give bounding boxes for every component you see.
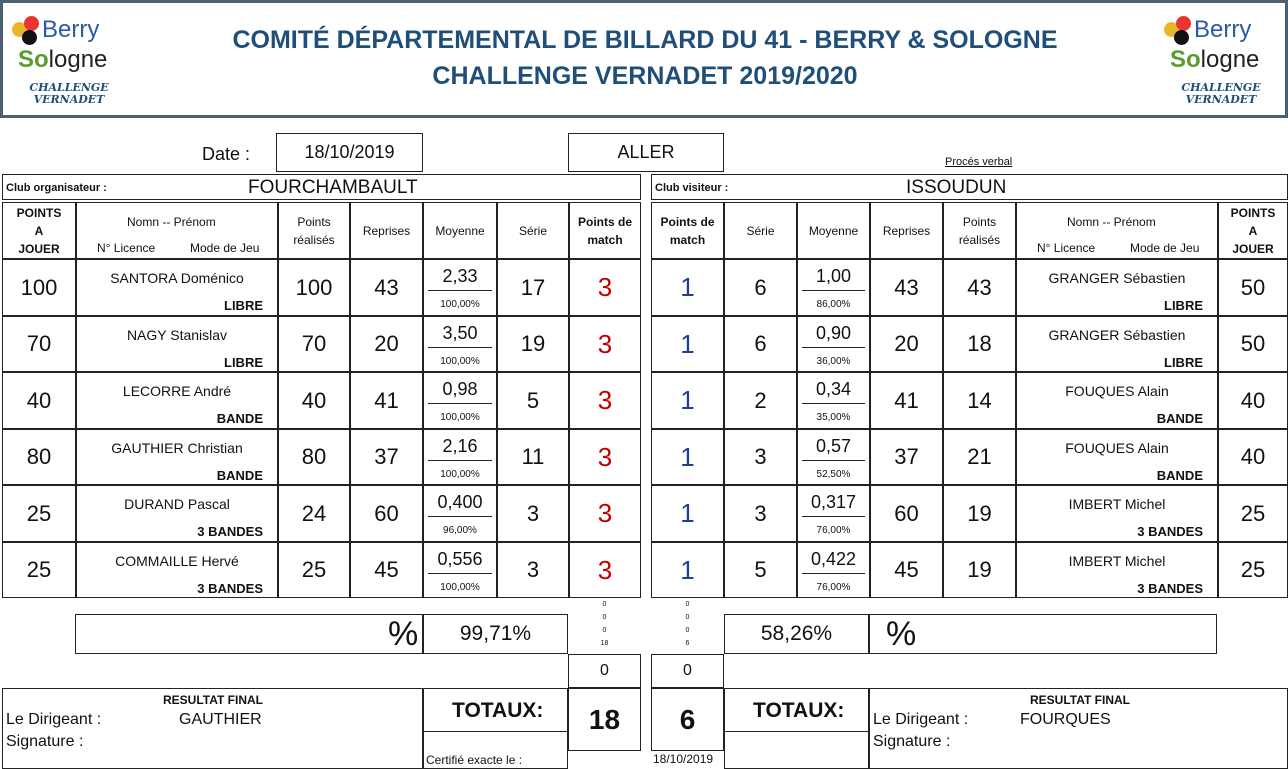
points-realises: 70 [278, 316, 350, 372]
player-name: SANTORA Doménico [110, 270, 244, 286]
header-points-de-match [651, 202, 724, 259]
moyenne-value: 0,400 [428, 492, 492, 517]
player-name-cell [1016, 429, 1218, 485]
moyenne-value: 0,57 [802, 436, 865, 461]
player-name: LECORRE André [122, 383, 232, 399]
player-name-cell [1016, 485, 1218, 542]
points-de-match: 1 [651, 429, 724, 485]
moyenne-value: 0,98 [428, 379, 492, 404]
reprises: 20 [350, 316, 423, 372]
moyenne-percent: 36,00% [816, 356, 851, 367]
header-text: A [34, 223, 44, 238]
home-percent-symbol: % [388, 615, 419, 653]
logo-so: So [18, 46, 49, 73]
moyenne-value: 2,16 [428, 436, 492, 461]
moyenne-cell [797, 259, 870, 316]
reprises: 60 [350, 485, 423, 542]
home-dirigeant-label: Le Dirigeant : [6, 711, 102, 728]
header-name-text: Nomn -- Prénom [127, 215, 216, 229]
moyenne-value: 0,422 [802, 549, 865, 574]
player-name: IMBERT Michel [1068, 496, 1166, 512]
player-name-cell [1016, 316, 1218, 372]
serie: 3 [724, 429, 797, 485]
header-reprises: Reprises [350, 202, 423, 259]
game-mode: BANDE [216, 468, 263, 483]
points-de-match: 3 [569, 485, 641, 542]
player-name: IMBERT Michel [1068, 553, 1166, 569]
moyenne-value: 0,34 [802, 379, 865, 404]
header-text: A [1248, 223, 1258, 238]
away-club-name: ISSOUDUN [906, 177, 1007, 198]
game-mode: 3 BANDES [1137, 524, 1203, 539]
away-resultat-final-label: RESULTAT FINAL [1030, 693, 1130, 707]
points-realises: 18 [943, 316, 1016, 372]
logo-so: So [1170, 46, 1201, 73]
away-dirigeant-name: FOURQUES [1020, 711, 1111, 728]
moyenne-percent: 100,00% [440, 356, 480, 367]
berry-sologne-logo-right [1162, 10, 1280, 110]
home-zero-cell: 0 [568, 654, 641, 688]
header-mode-text: Mode de Jeu [190, 241, 260, 255]
header-reprises: Reprises [870, 202, 943, 259]
billiard-ball-icon [22, 30, 37, 45]
reprises: 37 [350, 429, 423, 485]
player-name-cell [1016, 372, 1218, 429]
game-mode: BANDE [1156, 468, 1203, 483]
away-mini-values [651, 598, 724, 654]
home-mini-values [568, 598, 641, 654]
points-a-jouer: 70 [2, 316, 76, 372]
points-a-jouer: 40 [2, 372, 76, 429]
away-zero-cell: 0 [651, 654, 724, 688]
mini-value: 0 [602, 614, 607, 621]
page-subtitle: CHALLENGE VERNADET 2019/2020 [432, 62, 858, 90]
header-points-a-jouer [2, 202, 76, 259]
points-de-match: 1 [651, 485, 724, 542]
player-name: NAGY Stanislav [126, 327, 228, 343]
mini-value: 0 [685, 627, 690, 634]
header-points-realises [943, 202, 1016, 259]
points-realises: 21 [943, 429, 1016, 485]
game-mode: LIBRE [224, 298, 263, 313]
header-text: Points de [660, 214, 715, 229]
home-resultat-final-label: RESULTAT FINAL [163, 693, 263, 707]
reprises: 60 [870, 485, 943, 542]
moyenne-value: 3,50 [428, 323, 492, 348]
logo-challenge-text: CHALLENGE [29, 81, 109, 94]
points-a-jouer: 100 [2, 259, 76, 316]
billiard-ball-icon [1176, 16, 1191, 31]
game-mode: BANDE [216, 411, 263, 426]
game-mode: LIBRE [1164, 298, 1203, 313]
serie: 6 [724, 316, 797, 372]
home-club-label: Club organisateur : [6, 182, 107, 194]
serie: 11 [497, 429, 569, 485]
moyenne-cell [797, 316, 870, 372]
player-name-cell [1016, 542, 1218, 598]
home-final-result [2, 688, 423, 769]
moyenne-percent: 76,00% [816, 582, 851, 593]
points-realises: 24 [278, 485, 350, 542]
player-name: GRANGER Sébastien [1048, 327, 1186, 343]
player-name: FOUQUES Alain [1065, 440, 1169, 456]
header-text: réalisés [293, 232, 335, 247]
home-totaux-box [423, 688, 568, 769]
moyenne-cell [797, 542, 870, 598]
logo-sologne-text [1170, 46, 1259, 74]
serie: 2 [724, 372, 797, 429]
moyenne-cell [797, 429, 870, 485]
mini-value: 0 [685, 614, 690, 621]
header-banner [0, 0, 1288, 118]
home-signature-label: Signature : [6, 733, 84, 750]
date-label: Date : [202, 144, 251, 164]
points-realises: 14 [943, 372, 1016, 429]
logo-berry-text: Berry [1194, 16, 1252, 43]
header-points-a-jouer [1218, 202, 1288, 259]
reprises: 45 [870, 542, 943, 598]
home-club-bar [2, 174, 641, 200]
header-text: Points de [577, 214, 632, 229]
moyenne-percent: 96,00% [443, 525, 477, 536]
moyenne-percent: 35,00% [816, 412, 851, 423]
points-realises: 19 [943, 485, 1016, 542]
home-total-value: 18 [568, 688, 641, 751]
header-text: match [587, 232, 623, 247]
moyenne-cell [797, 372, 870, 429]
away-percent-symbol: % [886, 615, 917, 653]
points-a-jouer: 50 [1218, 259, 1288, 316]
points-de-match: 3 [569, 316, 641, 372]
logo-sologne-text [18, 46, 107, 74]
game-mode: 3 BANDES [197, 524, 263, 539]
header-moyenne: Moyenne [797, 202, 870, 259]
header-serie: Série [497, 202, 569, 259]
away-totaux-box [724, 688, 869, 769]
away-percent-box [869, 614, 1217, 654]
moyenne-percent: 100,00% [440, 412, 480, 423]
header-nom-prenom [76, 202, 278, 259]
header-text: JOUER [18, 241, 60, 256]
player-name: DURAND Pascal [124, 496, 230, 512]
points-a-jouer: 40 [1218, 372, 1288, 429]
reprises: 41 [870, 372, 943, 429]
points-realises: 19 [943, 542, 1016, 598]
logo-logne: logne [48, 46, 108, 73]
player-name: GRANGER Sébastien [1048, 270, 1186, 286]
header-licence-text: N° Licence [97, 241, 156, 255]
reprises: 37 [870, 429, 943, 485]
moyenne-percent: 100,00% [440, 299, 480, 310]
leg-label: ALLER [568, 133, 724, 172]
divider [424, 731, 567, 732]
header-name-text: Nomn -- Prénom [1067, 215, 1156, 229]
home-percent-box [75, 614, 423, 654]
player-name-cell [76, 542, 278, 598]
serie: 19 [497, 316, 569, 372]
divider [725, 731, 868, 732]
points-a-jouer: 50 [1218, 316, 1288, 372]
points-a-jouer: 25 [1218, 485, 1288, 542]
logo-challenge-text: CHALLENGE [1181, 81, 1261, 94]
logo-logne: logne [1200, 46, 1260, 73]
certifie-label: Certifié exacte le : [426, 753, 523, 767]
berry-sologne-logo-left [10, 10, 128, 110]
header-text: Points [297, 214, 331, 229]
points-de-match: 1 [651, 316, 724, 372]
away-total-value: 6 [651, 688, 724, 751]
page-title: COMITÉ DÉPARTEMENTAL DE BILLARD DU 41 - BERRY & SOLOGNE [232, 26, 1058, 54]
moyenne-percent: 86,00% [816, 299, 851, 310]
header-text: POINTS [1230, 205, 1276, 220]
header-text: JOUER [1232, 241, 1274, 256]
moyenne-cell [423, 316, 497, 372]
away-results-table [651, 202, 1288, 598]
player-name-cell [76, 429, 278, 485]
points-de-match: 3 [569, 429, 641, 485]
header-nom-prenom [1016, 202, 1218, 259]
serie: 3 [724, 485, 797, 542]
points-de-match: 1 [651, 542, 724, 598]
logo-challenge [10, 82, 128, 106]
points-de-match: 3 [569, 542, 641, 598]
mini-value: 0 [685, 601, 690, 608]
points-a-jouer: 80 [2, 429, 76, 485]
mini-value: 0 [602, 601, 607, 608]
player-name: FOUQUES Alain [1065, 383, 1169, 399]
header-serie: Série [724, 202, 797, 259]
mini-value: 6 [685, 640, 690, 647]
serie: 3 [497, 485, 569, 542]
date-value: 18/10/2019 [276, 133, 423, 172]
points-realises: 43 [943, 259, 1016, 316]
home-totaux-label: TOTAUX: [452, 699, 544, 722]
points-de-match: 3 [569, 259, 641, 316]
header-points-de-match [569, 202, 641, 259]
moyenne-percent: 52,50% [816, 469, 851, 480]
moyenne-value: 0,556 [428, 549, 492, 574]
points-realises: 100 [278, 259, 350, 316]
moyenne-value: 2,33 [428, 266, 492, 291]
mini-value: 0 [602, 627, 607, 634]
player-name-cell [76, 259, 278, 316]
serie: 6 [724, 259, 797, 316]
player-name-cell [76, 316, 278, 372]
away-dirigeant-label: Le Dirigeant : [873, 711, 969, 728]
moyenne-percent: 100,00% [440, 582, 480, 593]
away-percent-value: 58,26% [724, 614, 869, 654]
points-a-jouer: 25 [2, 485, 76, 542]
moyenne-cell [423, 542, 497, 598]
moyenne-value: 0,90 [802, 323, 865, 348]
player-name-cell [1016, 259, 1218, 316]
mini-value: 18 [600, 640, 609, 647]
moyenne-percent: 100,00% [440, 469, 480, 480]
game-mode: 3 BANDES [197, 581, 263, 596]
away-totaux-label: TOTAUX: [753, 699, 845, 722]
header-text: réalisés [958, 232, 1001, 247]
points-de-match: 1 [651, 372, 724, 429]
game-mode: 3 BANDES [1137, 581, 1203, 596]
points-de-match: 1 [651, 259, 724, 316]
game-mode: BANDE [1156, 411, 1203, 426]
reprises: 41 [350, 372, 423, 429]
points-a-jouer: 40 [1218, 429, 1288, 485]
points-realises: 40 [278, 372, 350, 429]
player-name: GAUTHIER Christian [111, 440, 243, 456]
away-club-label: Club visiteur : [655, 182, 729, 194]
game-mode: LIBRE [224, 355, 263, 370]
billiard-ball-icon [1174, 30, 1189, 45]
home-results-table [2, 202, 641, 598]
header-licence-text: N° Licence [1037, 241, 1096, 255]
player-name-cell [76, 372, 278, 429]
header-text: match [669, 232, 706, 247]
moyenne-cell [797, 485, 870, 542]
logo-vernadet-text: VERNADET [1185, 93, 1257, 106]
points-realises: 25 [278, 542, 350, 598]
home-dirigeant-name: GAUTHIER [179, 711, 262, 728]
header-points-realises [278, 202, 350, 259]
player-name: COMMAILLE Hervé [115, 553, 239, 569]
moyenne-value: 0,317 [802, 492, 865, 517]
billiard-ball-icon [24, 16, 39, 31]
certifie-date: 18/10/2019 [653, 752, 714, 766]
moyenne-percent: 76,00% [816, 525, 851, 536]
points-de-match: 3 [569, 372, 641, 429]
home-percent-value: 99,71% [423, 614, 568, 654]
header-moyenne: Moyenne [423, 202, 497, 259]
home-club-name: FOURCHAMBAULT [248, 177, 418, 198]
moyenne-value: 1,00 [802, 266, 865, 291]
serie: 5 [497, 372, 569, 429]
away-club-bar [651, 174, 1288, 200]
reprises: 20 [870, 316, 943, 372]
proces-verbal-label: Procés verbal [945, 156, 1013, 168]
serie: 17 [497, 259, 569, 316]
reprises: 43 [350, 259, 423, 316]
moyenne-cell [423, 259, 497, 316]
points-a-jouer: 25 [2, 542, 76, 598]
header-mode-text: Mode de Jeu [1130, 241, 1200, 255]
away-signature-label: Signature : [873, 733, 951, 750]
logo-vernadet-text: VERNADET [33, 93, 105, 106]
serie: 3 [497, 542, 569, 598]
reprises: 43 [870, 259, 943, 316]
header-text: POINTS [16, 205, 62, 220]
moyenne-cell [423, 429, 497, 485]
moyenne-cell [423, 485, 497, 542]
moyenne-cell [423, 372, 497, 429]
points-a-jouer: 25 [1218, 542, 1288, 598]
logo-challenge [1162, 82, 1280, 106]
away-final-result [869, 688, 1288, 769]
points-realises: 80 [278, 429, 350, 485]
game-mode: LIBRE [1164, 355, 1203, 370]
reprises: 45 [350, 542, 423, 598]
header-text: Points [962, 214, 997, 229]
serie: 5 [724, 542, 797, 598]
player-name-cell [76, 485, 278, 542]
logo-berry-text: Berry [42, 16, 100, 43]
